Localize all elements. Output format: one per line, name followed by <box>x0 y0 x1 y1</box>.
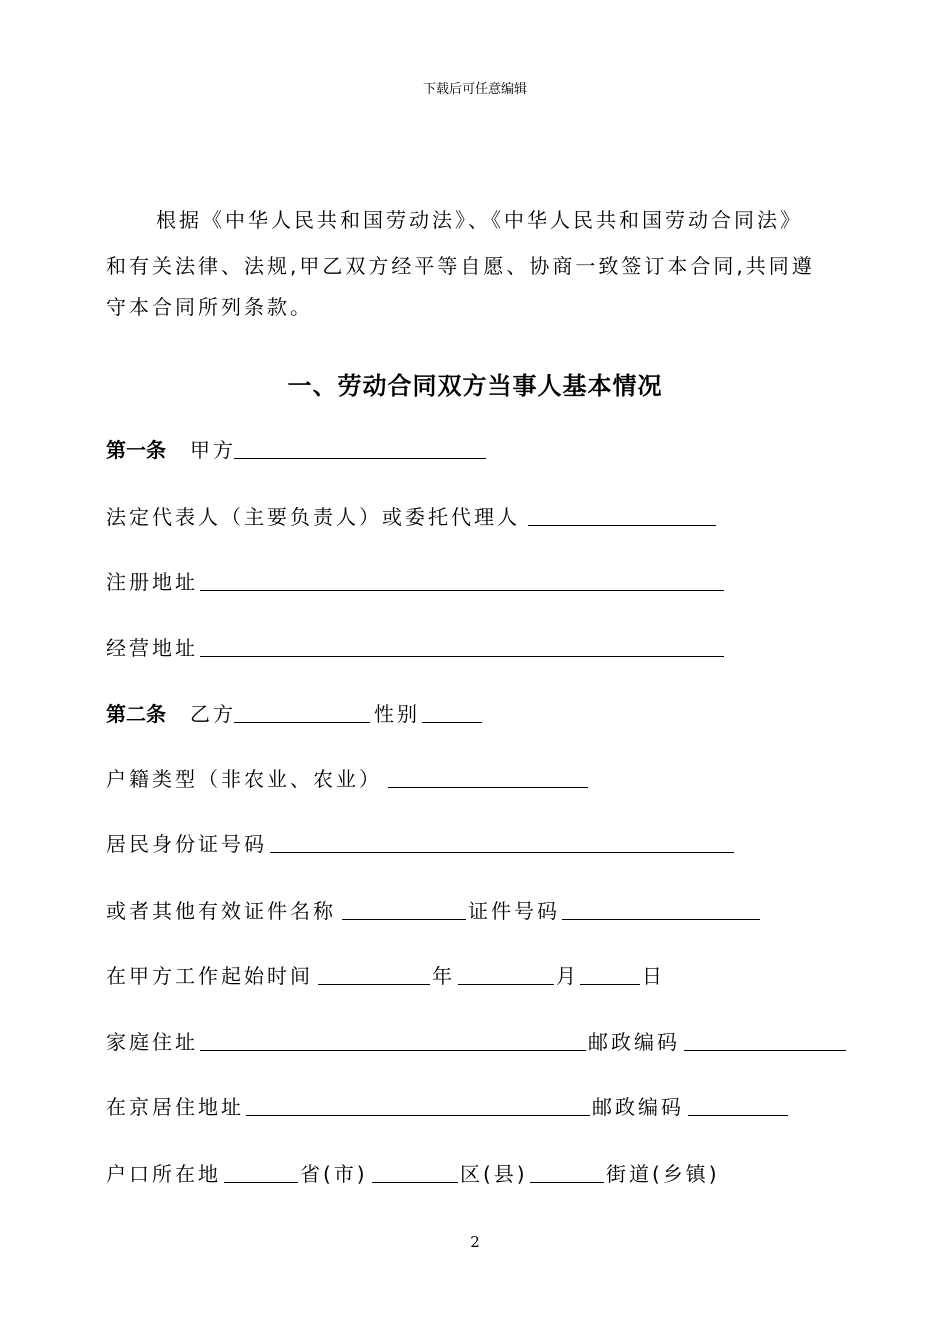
id-number-row <box>106 830 736 858</box>
gender-blank[interactable] <box>422 722 482 723</box>
postcode2-blank[interactable] <box>688 1115 788 1116</box>
postcode1-label: 邮政编码 <box>588 1030 680 1054</box>
legal-rep-label: 法定代表人（主要负责人）或委托代理人 <box>106 505 520 529</box>
id-number-label: 居民身份证号码 <box>106 832 267 856</box>
biz-address-label: 经营地址 <box>106 636 198 660</box>
beijing-address-label: 在京居住地址 <box>106 1095 244 1119</box>
party-a-blank[interactable] <box>234 458 486 459</box>
reg-address-label: 注册地址 <box>106 570 198 594</box>
biz-address-row <box>106 634 726 662</box>
month-blank[interactable] <box>458 984 554 985</box>
province-blank[interactable] <box>224 1182 298 1183</box>
legal-rep-blank[interactable] <box>528 525 716 526</box>
party-b-blank[interactable] <box>234 722 370 723</box>
home-address-row <box>106 1028 848 1056</box>
id-no-blank[interactable] <box>562 919 760 920</box>
page-header: 下载后可任意编辑 <box>422 82 527 97</box>
reg-address-blank[interactable] <box>200 590 724 591</box>
month-label: 月 <box>556 964 579 988</box>
street-blank[interactable] <box>530 1182 604 1183</box>
district-label: 区(县) <box>460 1162 528 1186</box>
legal-rep-row <box>106 503 718 531</box>
intro-line-1: 根据《中华人民共和国劳动法》、《中华人民共和国劳动合同法》 <box>156 208 803 232</box>
page-number: 2 <box>470 1233 480 1251</box>
id-number-blank[interactable] <box>270 852 734 853</box>
id-no-label: 证件号码 <box>468 899 560 923</box>
home-address-label: 家庭住址 <box>106 1030 198 1054</box>
home-address-blank[interactable] <box>200 1050 586 1051</box>
intro-line-3: 守本合同所列条款。 <box>106 295 313 319</box>
biz-address-blank[interactable] <box>200 656 724 657</box>
start-time-label: 在甲方工作起始时间 <box>106 964 313 988</box>
province-label: 省(市) <box>300 1162 368 1186</box>
other-id-name-label: 或者其他有效证件名称 <box>106 899 336 923</box>
section-title: 一、劳动合同双方当事人基本情况 <box>287 372 663 400</box>
postcode1-blank[interactable] <box>684 1050 846 1051</box>
article1-party-a-row <box>106 436 506 464</box>
article1-label: 第一条 <box>106 438 166 462</box>
street-label: 街道(乡镇) <box>606 1162 720 1186</box>
start-time-row <box>106 962 666 990</box>
other-id-name-blank[interactable] <box>342 919 466 920</box>
hukou-location-label: 户口所在地 <box>106 1162 221 1186</box>
hukou-location-row <box>106 1160 746 1188</box>
gender-label: 性别 <box>374 702 420 726</box>
article2-party-b-row <box>106 700 486 728</box>
party-b-label: 乙方 <box>190 702 236 726</box>
day-blank[interactable] <box>580 984 640 985</box>
reg-address-row <box>106 568 726 596</box>
day-label: 日 <box>642 964 665 988</box>
intro-line-2: 和有关法律、法规,甲乙双方经平等自愿、协商一致签订本合同,共同遵 <box>106 254 815 278</box>
article2-label: 第二条 <box>106 702 166 726</box>
beijing-address-row <box>106 1093 790 1121</box>
hukou-type-label: 户籍类型（非农业、农业） <box>106 767 382 791</box>
hukou-type-row <box>106 765 590 793</box>
other-id-row <box>106 897 762 925</box>
year-blank[interactable] <box>318 984 430 985</box>
district-blank[interactable] <box>372 1182 458 1183</box>
party-a-label: 甲方 <box>190 438 236 462</box>
hukou-type-blank[interactable] <box>388 787 588 788</box>
beijing-address-blank[interactable] <box>246 1115 590 1116</box>
year-label: 年 <box>432 964 455 988</box>
postcode2-label: 邮政编码 <box>592 1095 684 1119</box>
